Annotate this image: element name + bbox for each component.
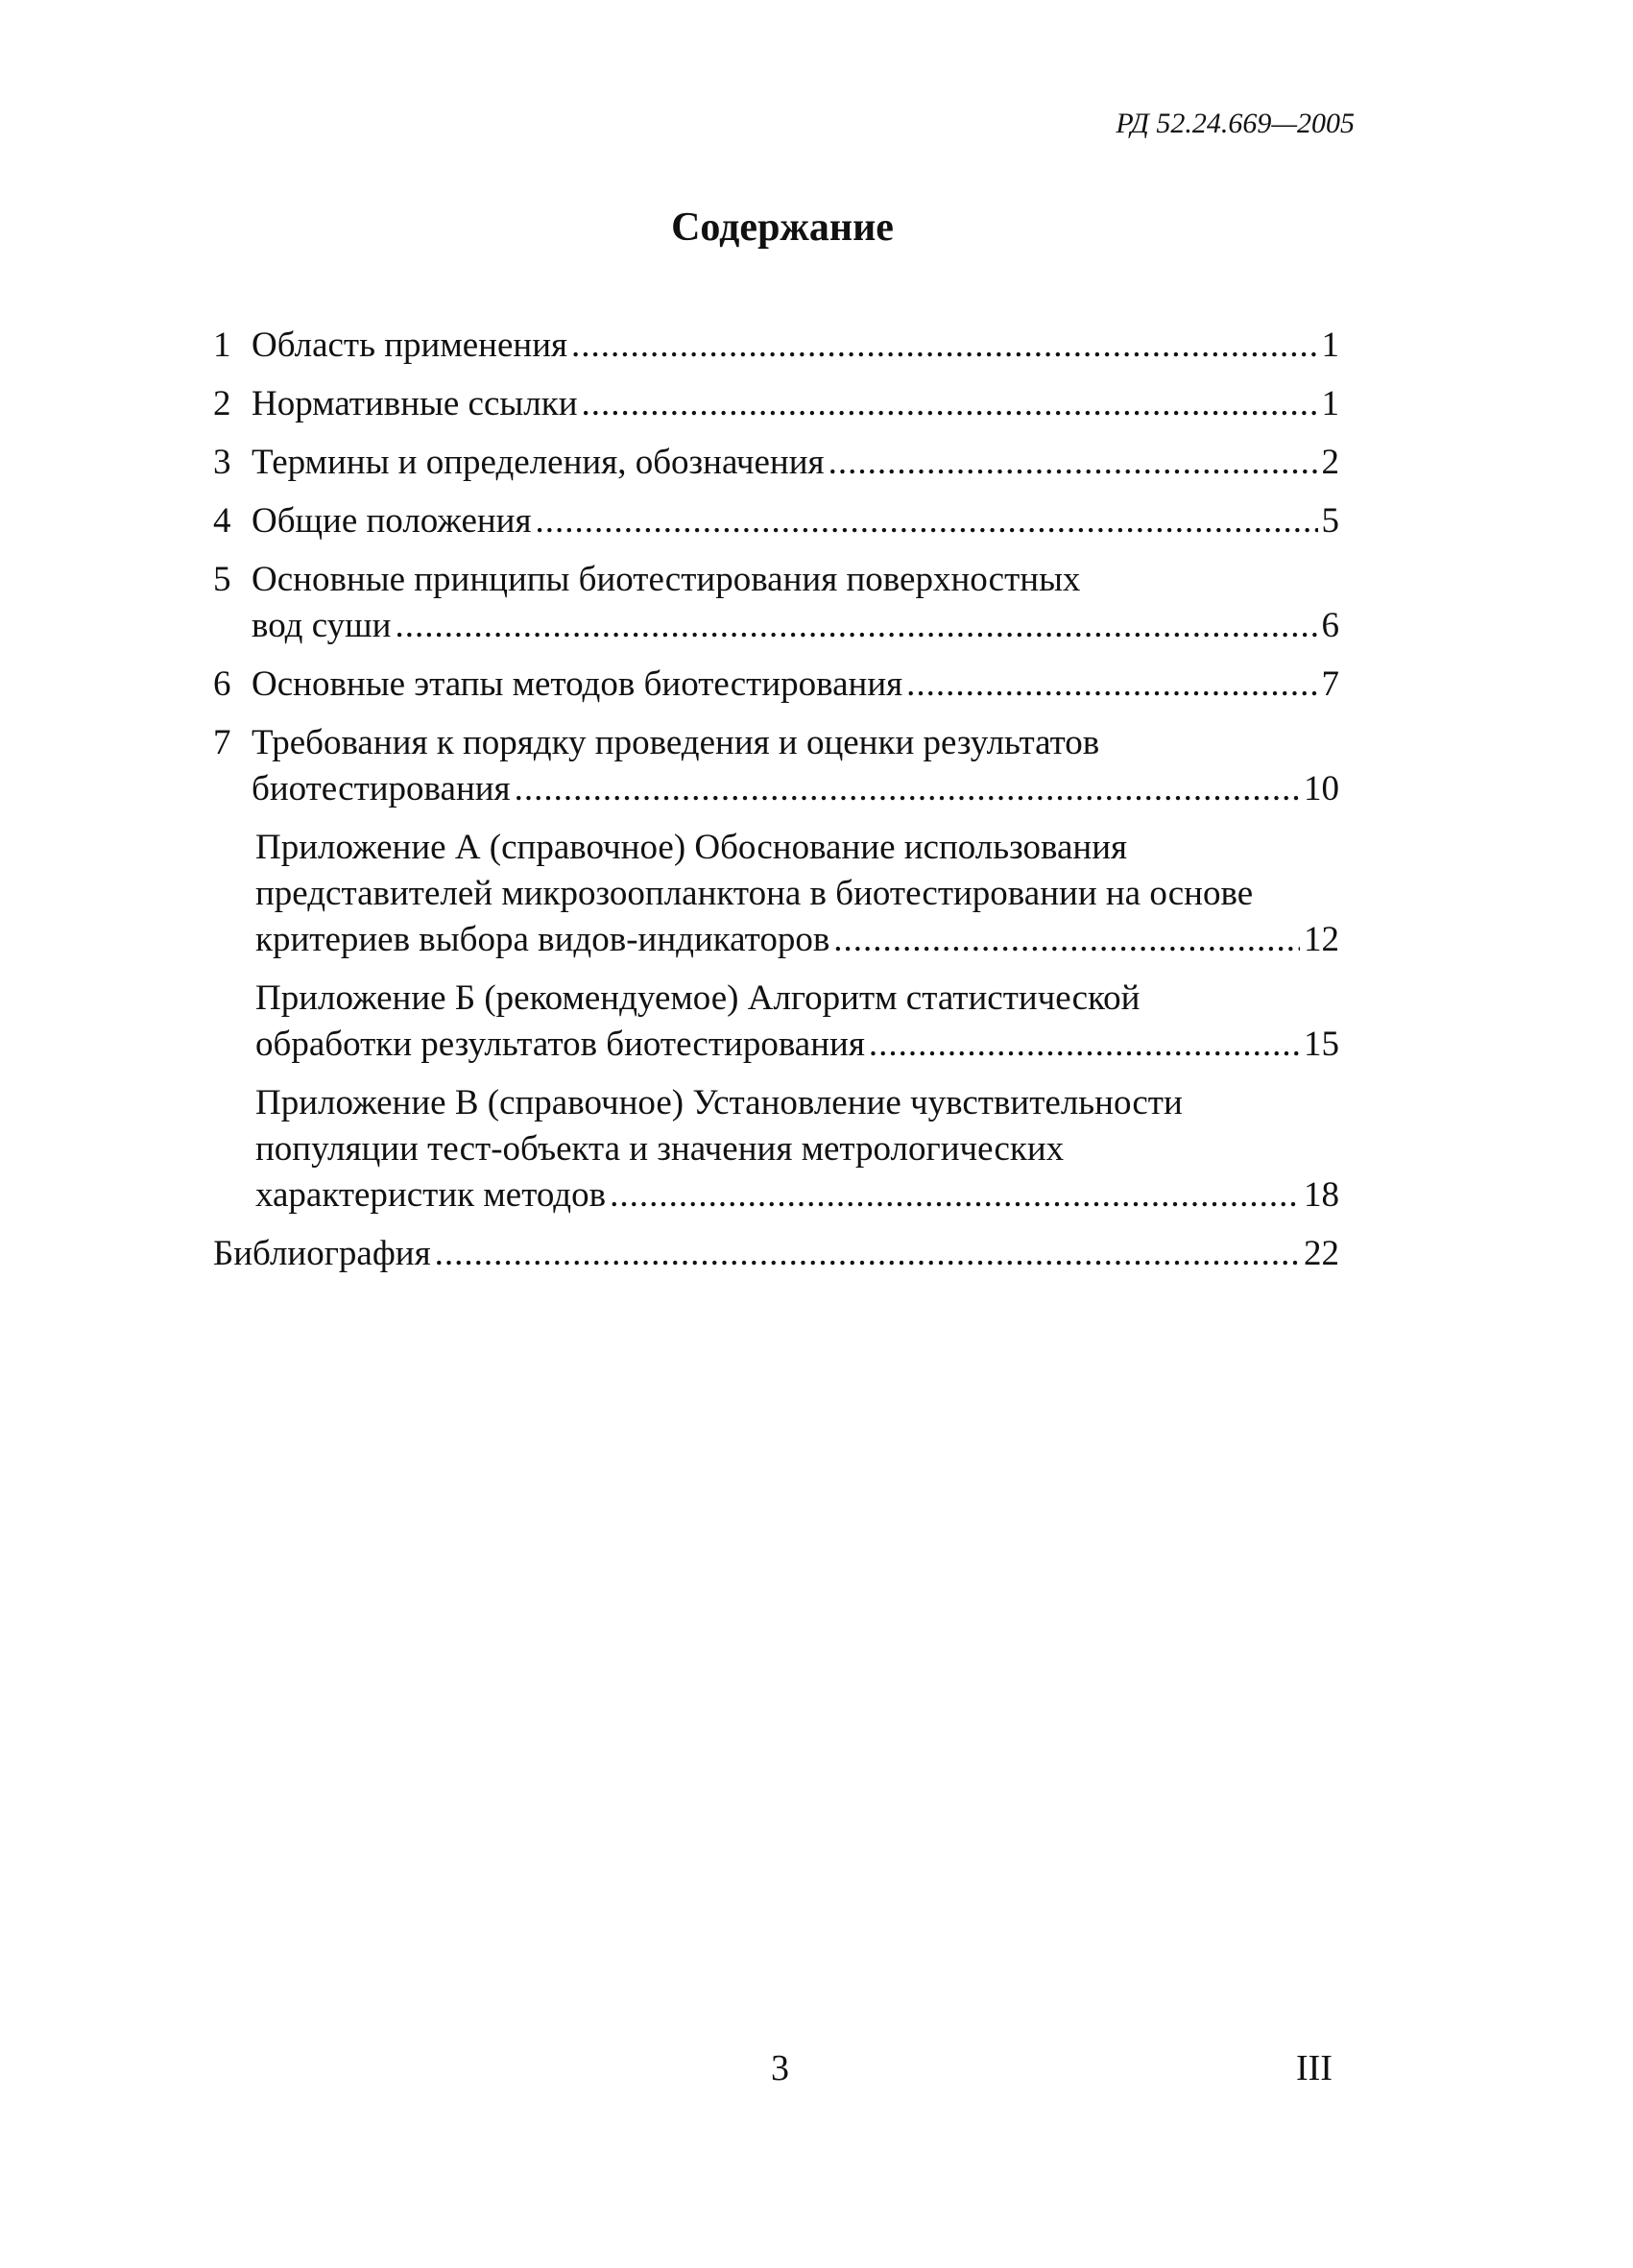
dot-leader — [582, 381, 1318, 427]
toc-entry-title-line: обработки результатов биотестирования — [255, 1025, 865, 1064]
dot-leader — [906, 662, 1317, 708]
toc-entry-number: 4 — [213, 501, 231, 541]
toc-entry-title-line: критериев выбора видов-индикаторов — [255, 920, 830, 959]
dot-leader — [395, 603, 1317, 649]
toc-entry-title: Нормативные ссылки — [252, 384, 578, 423]
toc-entry-number: 3 — [213, 443, 231, 482]
toc-entry-page: 1 — [1321, 384, 1339, 423]
toc-entry-number: 1 — [213, 326, 231, 365]
toc-entry-1[interactable] — [213, 323, 1339, 369]
toc-title: Содержание — [671, 205, 894, 250]
dot-leader — [535, 498, 1317, 544]
toc-entry-title-line: Приложение Б (рекомендуемое) Алгоритм статистической — [255, 978, 1141, 1018]
toc-entry-title: Область применения — [252, 326, 568, 365]
toc-entry-title: Основные этапы методов биотестирования — [252, 664, 903, 704]
toc-entry-title-line: представителей микрозоопланктона в биотестировании на основе — [255, 874, 1254, 913]
toc-entry-page: 1 — [1321, 326, 1339, 365]
toc-entry-page: 6 — [1321, 606, 1339, 645]
toc-entry-page: 10 — [1304, 769, 1339, 808]
toc-entry-number: 6 — [213, 664, 231, 704]
toc-entry-page: 22 — [1304, 1234, 1339, 1273]
dot-leader — [571, 323, 1317, 369]
toc-entry-title-line: популяции тест-объекта и значения метрологических — [255, 1129, 1065, 1169]
document-code: РД 52.24.669—2005 — [1116, 108, 1355, 139]
toc-entry-appendix-b[interactable] — [213, 976, 1339, 1068]
toc-entry-5[interactable] — [213, 557, 1339, 649]
roman-page-number: III — [1296, 2048, 1333, 2088]
dot-leader — [869, 1022, 1300, 1068]
toc-entry-page: 15 — [1304, 1025, 1339, 1064]
toc-entry-title-line: Приложение В (справочное) Установление чувствительности — [255, 1083, 1183, 1122]
toc-entry-3[interactable] — [213, 440, 1339, 486]
dot-leader — [610, 1172, 1300, 1218]
toc-entry-title-line: Основные принципы биотестирования поверхностных — [252, 560, 1081, 599]
toc-entry-appendix-v[interactable] — [213, 1080, 1339, 1218]
toc-entry-page: 5 — [1321, 501, 1339, 541]
toc-entry-6[interactable] — [213, 662, 1339, 708]
table-of-contents — [213, 323, 1339, 1290]
toc-entry-4[interactable] — [213, 498, 1339, 544]
toc-entry-title-line: биотестирования — [252, 769, 511, 808]
toc-entry-2[interactable] — [213, 381, 1339, 427]
toc-entry-title-line: характеристик методов — [255, 1175, 607, 1215]
toc-entry-title-line: вод суши — [252, 606, 392, 645]
toc-entry-page: 12 — [1304, 920, 1339, 959]
page-number: 3 — [771, 2048, 789, 2088]
dot-leader — [435, 1231, 1300, 1277]
dot-leader — [515, 766, 1300, 812]
toc-entry-title-line: Приложение А (справочное) Обоснование использования — [255, 828, 1128, 867]
toc-entry-appendix-a[interactable] — [213, 825, 1339, 963]
toc-entry-title: Библиография — [213, 1234, 431, 1273]
toc-entry-title: Термины и определения, обозначения — [252, 443, 825, 482]
toc-entry-7[interactable] — [213, 720, 1339, 812]
toc-entry-title-line: Требования к порядку проведения и оценки результатов — [252, 723, 1100, 762]
toc-entry-number: 7 — [213, 723, 231, 762]
dot-leader — [833, 917, 1300, 963]
toc-entry-page: 2 — [1321, 443, 1339, 482]
toc-entry-bibliography[interactable] — [213, 1231, 1339, 1277]
toc-entry-number: 2 — [213, 384, 231, 423]
toc-entry-page: 7 — [1321, 664, 1339, 704]
dot-leader — [829, 440, 1318, 486]
toc-entry-title: Общие положения — [252, 501, 532, 541]
toc-entry-number: 5 — [213, 560, 231, 599]
toc-entry-page: 18 — [1304, 1175, 1339, 1215]
